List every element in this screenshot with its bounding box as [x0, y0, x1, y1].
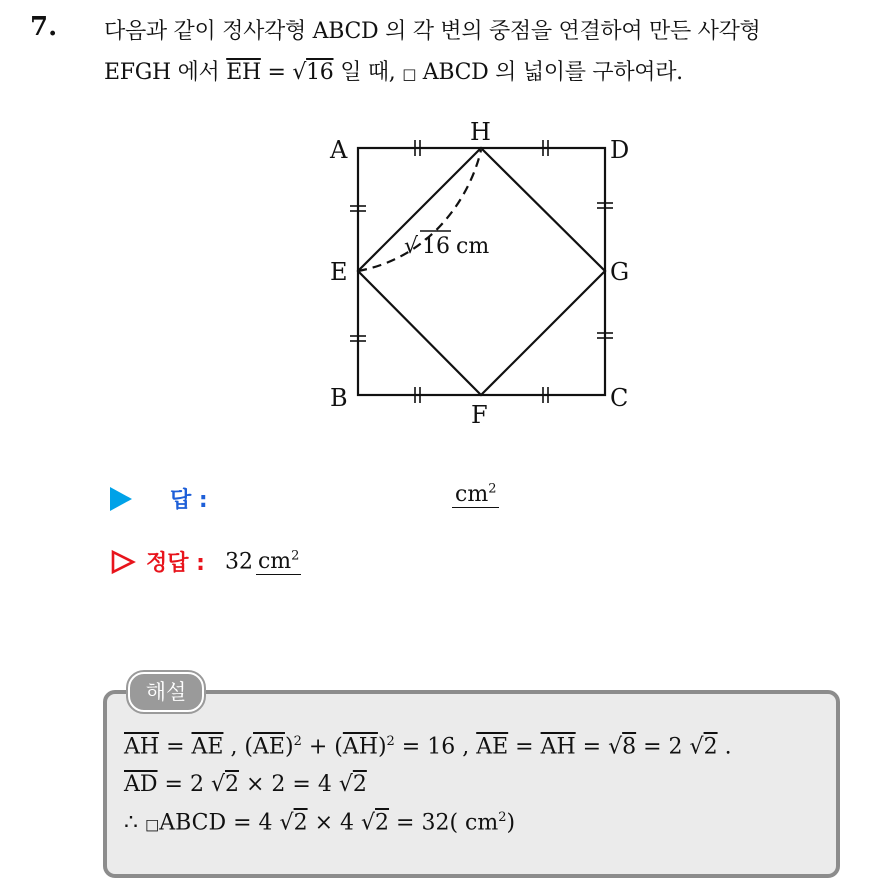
correct-value: 32 $cm^2$ — [224, 548, 300, 575]
correct-answer-row — [110, 546, 301, 577]
question-line-2 — [104, 55, 683, 86]
answer-unit: $cm^2$ — [452, 482, 499, 508]
solution-line-1: $\overline{AH} = \overline{AE}$ , $(\overline{AE})^2 + (\overline{AH})^2 = 16$ , $\overline{AE} = \overline{AH} = √8 = 2$ √2 . — [124, 734, 732, 760]
answer-row — [110, 483, 208, 514]
geometry-figure — [320, 118, 650, 438]
question-number: 7. — [30, 12, 58, 42]
label-d: D — [610, 136, 630, 164]
label-f: F — [471, 401, 488, 429]
label-a: A — [330, 136, 348, 164]
play-icon — [110, 487, 132, 511]
q-text: ABCD 의 넓이를 구하여라. — [416, 60, 683, 85]
square-abcd — [358, 148, 605, 395]
length-unit: cm — [456, 234, 490, 259]
question-line-1: 다음과 같이 정사각형 ABCD 의 각 변의 중점을 연결하여 만든 사각형 — [104, 19, 761, 44]
sqrt-sign: √ — [404, 234, 419, 259]
play-outline-icon — [110, 549, 136, 575]
sqrt-sign: √ — [292, 60, 307, 85]
label-b: B — [330, 384, 348, 412]
answer-blank[interactable] — [452, 482, 499, 507]
solution-tab: 해설 — [128, 672, 204, 712]
label-h: H — [470, 118, 491, 146]
correct-label: 정답 : — [146, 551, 205, 576]
solution-line-3: ∴ □ABCD = 4 √2 × 4 √2 = 32( $cm^2$) — [124, 810, 516, 836]
square-symbol: □ — [402, 65, 417, 83]
answer-label: 답 : — [170, 488, 208, 513]
solution-line-2: $\overline{AD} = 2$ √2 × 2 = 4 √2 — [124, 772, 367, 797]
length-radicand: 16 — [422, 234, 450, 259]
q-text: = — [260, 60, 293, 85]
square-efgh — [358, 148, 605, 395]
label-e: E — [330, 258, 348, 286]
sqrt-radicand: 16 — [306, 60, 334, 85]
q-text: EFGH 에서 — [104, 60, 227, 85]
label-g: G — [610, 258, 630, 286]
segment-eh: $\overline{EH}$ — [226, 60, 261, 85]
q-text: 일 때, — [333, 60, 403, 85]
label-c: C — [610, 384, 629, 412]
tick-marks — [350, 140, 613, 403]
